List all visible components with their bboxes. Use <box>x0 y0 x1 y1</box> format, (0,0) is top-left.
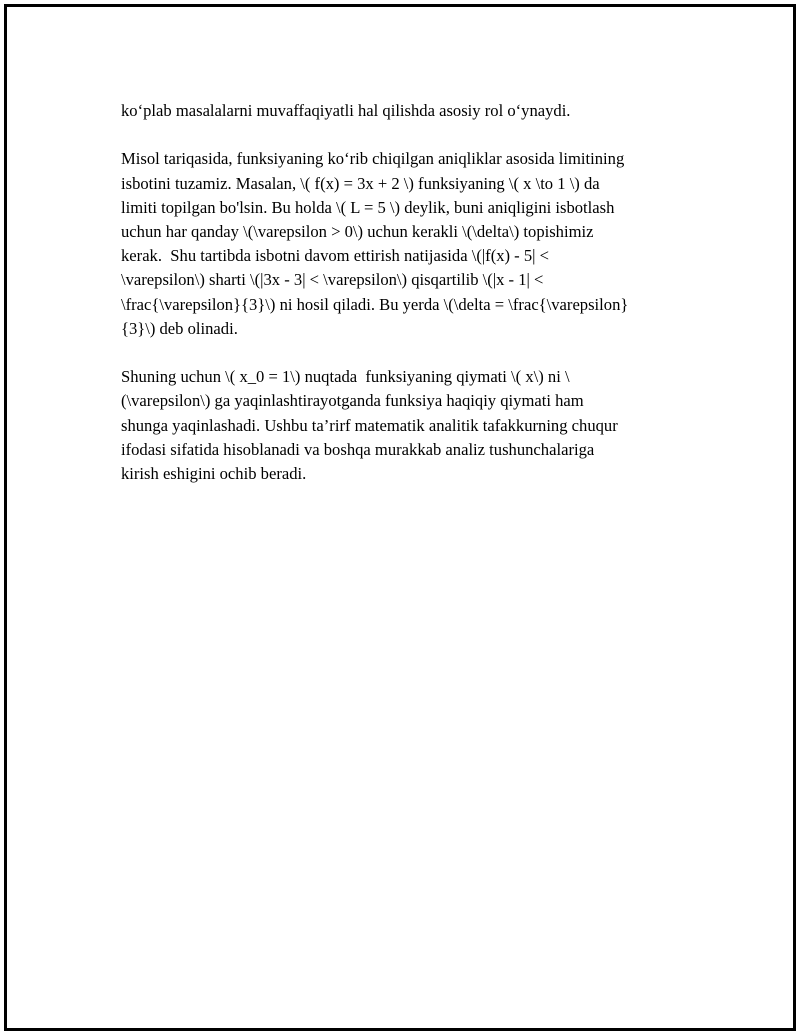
page-frame <box>4 4 796 1031</box>
text-line: \frac{\varepsilon}{3}\) ni hosil qiladi. Bu yerda \(\delta = \frac{\varepsilon} <box>121 294 629 314</box>
text-line: shunga yaqinlashadi. Ushbu ta’rirf matematik analitik tafakkurning chuqur <box>121 415 618 435</box>
text-line: \varepsilon\) sharti \(|3x - 3| < \varepsilon\) qisqartilib \(|x - 1| < <box>121 270 544 290</box>
text-line: kerak. Shu tartibda isbotni davom ettirish natijasida \(|f(x) - 5| < <box>121 246 549 266</box>
paragraph-3 <box>121 365 689 486</box>
text-line: kirish eshigini ochib beradi. <box>121 464 307 484</box>
text-line: (\varepsilon\) ga yaqinlashtirayotganda funksiya haqiqiy qiymati ham <box>121 391 584 411</box>
text-line: isbotini tuzamiz. Masalan, \( f(x) = 3x + 2 \) funksiyaning \( x \to 1 \) da <box>121 173 600 193</box>
paragraph-2 <box>121 147 689 341</box>
text-line: ifodasi sifatida hisoblanadi va boshqa murakkab analiz tushunchalariga <box>121 439 595 459</box>
text-line: limiti topilgan bo'lsin. Bu holda \( L = 5 \) deylik, buni aniqligini isbotlash <box>121 197 615 217</box>
text-line: uchun har qanday \(\varepsilon > 0\) uchun kerakli \(\delta\) topishimiz <box>121 222 594 241</box>
text-line: ko‘plab masalalarni muvaffaqiyatli hal qilishda asosiy rol o‘ynaydi. <box>121 101 571 120</box>
text-line: Shuning uchun \( x_0 = 1\) nuqtada funksiyaning qiymati \( x\) ni \ <box>121 367 570 387</box>
document-body <box>121 99 689 510</box>
paragraph-1 <box>121 99 689 123</box>
text-line: Misol tariqasida, funksiyaning ko‘rib chiqilgan aniqliklar asosida limitining <box>121 149 625 169</box>
text-line: {3}\) deb olinadi. <box>121 318 238 338</box>
